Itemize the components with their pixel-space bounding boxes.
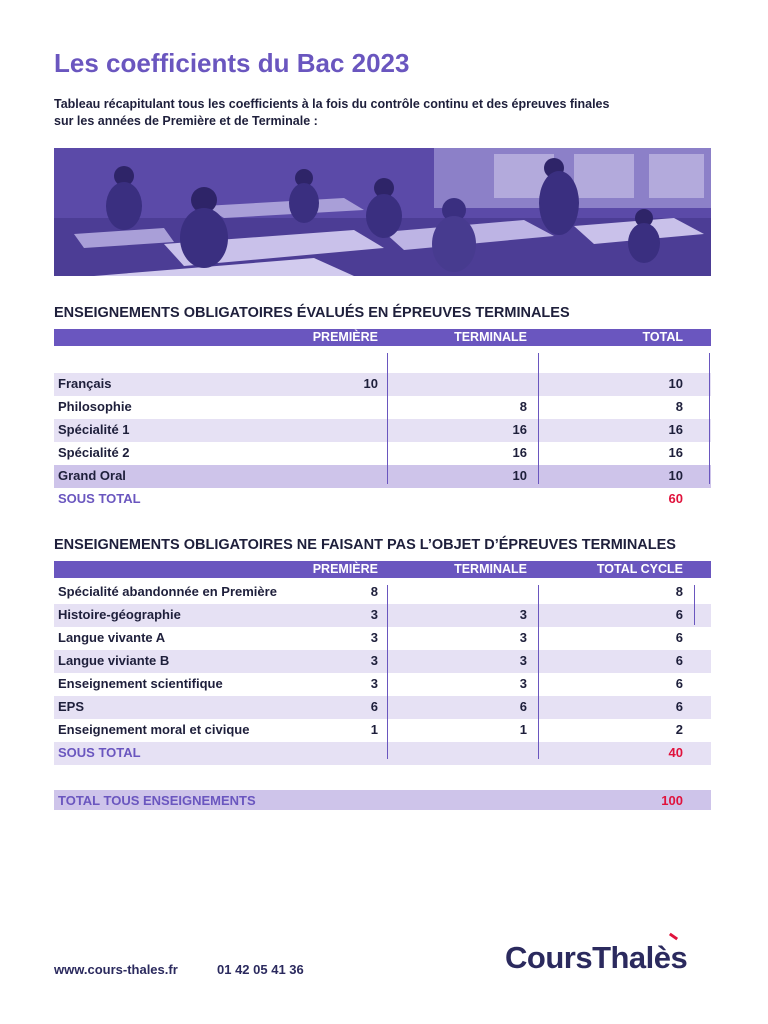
intro-line-1: Tableau récapitulant tous les coefficients à la fois du contrôle continu et des épreuves finales (54, 97, 610, 111)
table-spacer (54, 346, 711, 373)
header-terminale: TERMINALE (454, 330, 527, 344)
subtotal-label: SOUS TOTAL (58, 491, 141, 506)
row-label: Spécialité 1 (58, 422, 130, 437)
cell-terminale: 10 (512, 468, 527, 483)
intro-text (54, 96, 694, 130)
column-divider (538, 353, 539, 484)
table-row (54, 673, 711, 696)
cell-premiere: 1 (370, 722, 378, 737)
classroom-illustration (54, 148, 711, 276)
cell-total: 2 (675, 722, 683, 737)
header-premiere: PREMIÈRE (312, 562, 378, 576)
table-header (54, 561, 711, 578)
row-label: Philosophie (58, 399, 132, 414)
table-row (54, 581, 711, 604)
grand-total-row (54, 790, 711, 810)
table-sans-epreuves (54, 561, 711, 765)
grand-total-label: TOTAL TOUS ENSEIGNEMENTS (58, 793, 256, 808)
cell-terminale: 3 (519, 630, 527, 645)
row-label: EPS (58, 699, 85, 714)
section-2-title: ENSEIGNEMENTS OBLIGATOIRES NE FAISANT PAS L’OBJET D’ÉPREUVES TERMINALES (54, 537, 676, 553)
section-1-title: ENSEIGNEMENTS OBLIGATOIRES ÉVALUÉS EN ÉPREUVES TERMINALES (54, 305, 570, 321)
row-label: Français (58, 376, 112, 391)
cell-terminale: 6 (519, 699, 527, 714)
cell-total: 6 (675, 630, 683, 645)
cell-total: 6 (675, 607, 683, 622)
intro-line-2: sur les années de Première et de Terminale : (54, 114, 318, 128)
table-epreuves-terminales (54, 329, 711, 511)
header-terminale: TERMINALE (454, 562, 527, 576)
row-label: Langue viviante B (58, 653, 170, 668)
cell-premiere: 3 (370, 653, 378, 668)
cell-total: 16 (668, 445, 683, 460)
cell-terminale: 3 (519, 676, 527, 691)
grand-total-value: 100 (661, 793, 683, 808)
cell-total: 8 (675, 399, 683, 414)
subtotal-row (54, 488, 711, 511)
cell-total: 10 (668, 376, 683, 391)
cell-terminale: 16 (512, 422, 527, 437)
cell-total: 16 (668, 422, 683, 437)
table-header (54, 329, 711, 346)
row-label: Enseignement scientifique (58, 676, 223, 691)
column-divider (709, 353, 710, 484)
page-title: Les coefficients du Bac 2023 (54, 48, 410, 78)
table-row (54, 442, 711, 465)
cell-premiere: 3 (370, 630, 378, 645)
column-divider (387, 585, 388, 759)
cell-total: 6 (675, 699, 683, 714)
column-divider (387, 353, 388, 484)
cours-thales-logo: CoursThalès (505, 940, 688, 975)
column-divider (538, 585, 539, 759)
subtotal-row (54, 742, 711, 765)
cell-premiere: 6 (370, 699, 378, 714)
cell-premiere: 3 (370, 607, 378, 622)
classroom-photo (54, 148, 711, 276)
table-row (54, 719, 711, 742)
cell-terminale: 8 (519, 399, 527, 414)
table-row (54, 419, 711, 442)
website-link[interactable]: www.cours-thales.fr (54, 962, 178, 977)
subtotal-value: 60 (668, 491, 683, 506)
table-row (54, 650, 711, 673)
table-row (54, 396, 711, 419)
subtotal-label: SOUS TOTAL (58, 745, 141, 760)
cell-terminale: 16 (512, 445, 527, 460)
table-row (54, 604, 711, 627)
table-row (54, 373, 711, 396)
subtotal-value: 40 (668, 745, 683, 760)
row-label: Histoire-géographie (58, 607, 181, 622)
header-total: TOTAL (642, 330, 683, 344)
table-row (54, 627, 711, 650)
cell-premiere: 8 (370, 584, 378, 599)
cell-premiere: 10 (363, 376, 378, 391)
row-label: Langue vivante A (58, 630, 166, 645)
table-row (54, 465, 711, 488)
header-total-cycle: TOTAL CYCLE (596, 562, 683, 576)
cell-total: 10 (668, 468, 683, 483)
cell-total: 6 (675, 653, 683, 668)
row-label: Spécialité abandonnée en Première (58, 584, 277, 599)
row-label: Grand Oral (58, 468, 126, 483)
header-premiere: PREMIÈRE (312, 330, 378, 344)
cell-premiere: 3 (370, 676, 378, 691)
cell-total: 8 (675, 584, 683, 599)
cell-total: 6 (675, 676, 683, 691)
row-label: Enseignement moral et civique (58, 722, 250, 737)
column-divider (694, 585, 695, 625)
table-row (54, 696, 711, 719)
cell-terminale: 1 (519, 722, 527, 737)
row-label: Spécialité 2 (58, 445, 130, 460)
cell-terminale: 3 (519, 607, 527, 622)
phone-number[interactable]: 01 42 05 41 36 (217, 962, 304, 977)
cell-terminale: 3 (519, 653, 527, 668)
